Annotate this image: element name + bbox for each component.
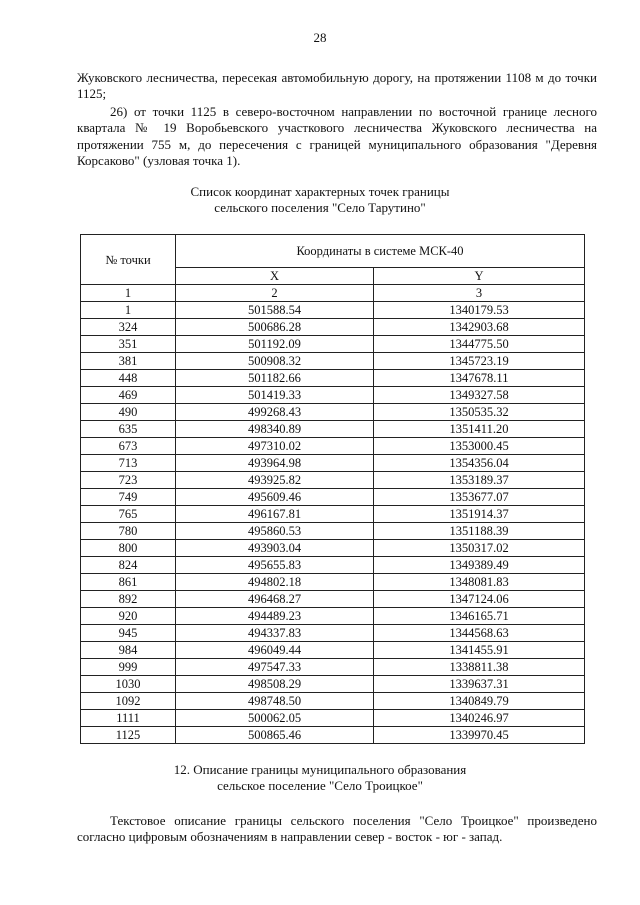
point-number-cell: 984 [81, 642, 176, 659]
x-cell: 498748.50 [176, 693, 374, 710]
table-row [81, 625, 585, 642]
x-cell: 493903.04 [176, 540, 374, 557]
y-cell: 1349327.58 [374, 387, 585, 404]
table-row [81, 319, 585, 336]
point-number-cell: 713 [81, 455, 176, 472]
point-number-cell: 381 [81, 353, 176, 370]
table-row [81, 540, 585, 557]
x-cell: 500062.05 [176, 710, 374, 727]
table-row [81, 404, 585, 421]
header-x: X [176, 268, 374, 285]
y-cell: 1353677.07 [374, 489, 585, 506]
x-cell: 501192.09 [176, 336, 374, 353]
y-cell: 1339970.45 [374, 727, 585, 744]
x-cell: 494802.18 [176, 574, 374, 591]
page-number: 28 [313, 30, 327, 45]
y-cell: 1340849.79 [374, 693, 585, 710]
table-row [81, 693, 585, 710]
x-cell: 493964.98 [176, 455, 374, 472]
point-number-cell: 1125 [81, 727, 176, 744]
x-cell: 495609.46 [176, 489, 374, 506]
header-y: Y [374, 268, 585, 285]
section-title [0, 762, 640, 795]
y-cell: 1351188.39 [374, 523, 585, 540]
point-number-cell: 920 [81, 608, 176, 625]
coordinates-table [80, 234, 585, 744]
x-cell: 500686.28 [176, 319, 374, 336]
x-cell: 500908.32 [176, 353, 374, 370]
x-cell: 495860.53 [176, 523, 374, 540]
table-caption [0, 184, 640, 217]
point-number-cell: 999 [81, 659, 176, 676]
y-cell: 1344568.63 [374, 625, 585, 642]
table-row [81, 421, 585, 438]
point-number-cell: 1111 [81, 710, 176, 727]
section-title-line-1: 12. Описание границы муниципального образования [173, 762, 467, 777]
header-coordinates: Координаты в системе МСК-40 [176, 235, 585, 268]
table-row [81, 455, 585, 472]
y-cell: 1338811.38 [374, 659, 585, 676]
table-row [81, 557, 585, 574]
x-cell: 499268.43 [176, 404, 374, 421]
x-cell: 496167.81 [176, 506, 374, 523]
y-cell: 1347124.06 [374, 591, 585, 608]
table-row [81, 472, 585, 489]
x-cell: 494337.83 [176, 625, 374, 642]
point-number-cell: 351 [81, 336, 176, 353]
point-number-cell: 945 [81, 625, 176, 642]
point-number-cell: 1030 [81, 676, 176, 693]
x-cell: 496468.27 [176, 591, 374, 608]
y-cell: 1348081.83 [374, 574, 585, 591]
point-number-cell: 780 [81, 523, 176, 540]
table-row [81, 489, 585, 506]
table-row [81, 727, 585, 744]
section-title-line-2: сельское поселение "Село Троицкое" [217, 778, 423, 794]
table-row [81, 591, 585, 608]
paragraph-continuation: Жуковского лесничества, пересекая автомобильную дорогу, на протяжении 1108 м до точки 1125; [77, 70, 597, 102]
point-number-cell: 673 [81, 438, 176, 455]
point-number-cell: 723 [81, 472, 176, 489]
table-row [81, 642, 585, 659]
x-cell: 493925.82 [176, 472, 374, 489]
column-number: 3 [374, 285, 585, 302]
y-cell: 1347678.11 [374, 370, 585, 387]
table-row [81, 302, 585, 319]
point-number-cell: 469 [81, 387, 176, 404]
paragraph-item-26: 26) от точки 1125 в северо-восточном направлении по восточной границе лесного квартала № 19 Воробьевского участкового лесничества Жуковского лесничества на протяжении 755 м, до пересечения с границей муниципального образования "Деревня Корсаково" (узловая точка 1). [77, 104, 597, 168]
y-cell: 1344775.50 [374, 336, 585, 353]
y-cell: 1339637.31 [374, 676, 585, 693]
x-cell: 494489.23 [176, 608, 374, 625]
y-cell: 1351914.37 [374, 506, 585, 523]
table-caption-line-1: Список координат характерных точек границы [190, 184, 450, 199]
table-row [81, 676, 585, 693]
x-cell: 501419.33 [176, 387, 374, 404]
y-cell: 1340179.53 [374, 302, 585, 319]
x-cell: 501182.66 [176, 370, 374, 387]
y-cell: 1340246.97 [374, 710, 585, 727]
y-cell: 1350535.32 [374, 404, 585, 421]
x-cell: 498340.89 [176, 421, 374, 438]
x-cell: 501588.54 [176, 302, 374, 319]
table-row [81, 608, 585, 625]
table-row [81, 353, 585, 370]
x-cell: 497310.02 [176, 438, 374, 455]
point-number-cell: 635 [81, 421, 176, 438]
y-cell: 1341455.91 [374, 642, 585, 659]
point-number-cell: 749 [81, 489, 176, 506]
point-number-cell: 490 [81, 404, 176, 421]
y-cell: 1342903.68 [374, 319, 585, 336]
table-row [81, 574, 585, 591]
y-cell: 1345723.19 [374, 353, 585, 370]
table-row [81, 336, 585, 353]
column-number: 1 [81, 285, 176, 302]
y-cell: 1353189.37 [374, 472, 585, 489]
point-number-cell: 861 [81, 574, 176, 591]
table-row [81, 710, 585, 727]
y-cell: 1354356.04 [374, 455, 585, 472]
point-number-cell: 765 [81, 506, 176, 523]
y-cell: 1346165.71 [374, 608, 585, 625]
table-body [81, 302, 585, 744]
table-row [81, 523, 585, 540]
table-row [81, 387, 585, 404]
y-cell: 1353000.45 [374, 438, 585, 455]
y-cell: 1349389.49 [374, 557, 585, 574]
y-cell: 1351411.20 [374, 421, 585, 438]
x-cell: 496049.44 [176, 642, 374, 659]
point-number-cell: 324 [81, 319, 176, 336]
table-row [81, 659, 585, 676]
point-number-cell: 1 [81, 302, 176, 319]
y-cell: 1350317.02 [374, 540, 585, 557]
table-row [81, 506, 585, 523]
x-cell: 495655.83 [176, 557, 374, 574]
header-point-number: № точки [81, 235, 176, 285]
x-cell: 497547.33 [176, 659, 374, 676]
point-number-cell: 824 [81, 557, 176, 574]
point-number-cell: 448 [81, 370, 176, 387]
paragraph-description: Текстовое описание границы сельского поселения "Село Троицкое" произведено согласно цифровым обозначениям в направлении север - восток - юг - запад. [77, 813, 597, 845]
point-number-cell: 1092 [81, 693, 176, 710]
point-number-cell: 892 [81, 591, 176, 608]
table-row [81, 370, 585, 387]
point-number-cell: 800 [81, 540, 176, 557]
table-caption-line-2: сельского поселения "Село Тарутино" [214, 200, 426, 216]
x-cell: 498508.29 [176, 676, 374, 693]
x-cell: 500865.46 [176, 727, 374, 744]
table-row [81, 438, 585, 455]
column-number: 2 [176, 285, 374, 302]
